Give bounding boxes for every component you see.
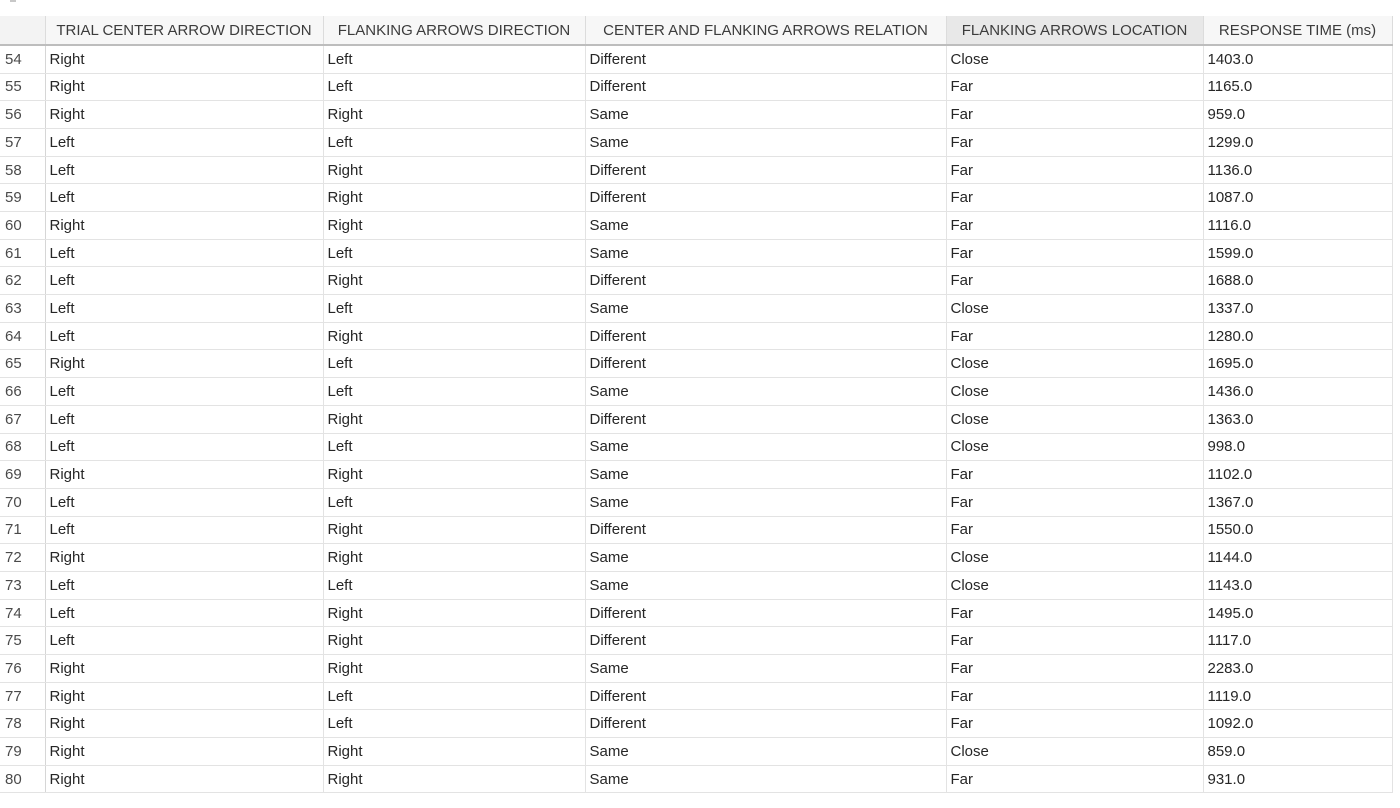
flanking-direction-cell[interactable]: Right bbox=[323, 212, 585, 240]
relation-cell[interactable]: Different bbox=[585, 350, 946, 378]
location-cell[interactable]: Far bbox=[946, 212, 1203, 240]
flanking-direction-cell[interactable]: Right bbox=[323, 765, 585, 793]
header-row bbox=[0, 16, 1392, 45]
table-row[interactable] bbox=[0, 544, 1392, 572]
response-time-cell[interactable]: 1116.0 bbox=[1203, 212, 1392, 240]
location-cell[interactable]: Close bbox=[946, 350, 1203, 378]
row-number[interactable]: 54 bbox=[0, 45, 45, 73]
relation-cell[interactable]: Same bbox=[585, 239, 946, 267]
row-number[interactable]: 60 bbox=[0, 212, 45, 240]
table-row[interactable] bbox=[0, 710, 1392, 738]
column-header-response-time[interactable]: RESPONSE TIME (ms) bbox=[1203, 16, 1392, 45]
data-grid bbox=[0, 16, 1400, 808]
response-time-cell[interactable]: 1550.0 bbox=[1203, 516, 1392, 544]
collapse-mark-icon bbox=[10, 0, 16, 2]
table-row[interactable] bbox=[0, 765, 1392, 793]
table-row[interactable] bbox=[0, 128, 1392, 156]
table-row[interactable] bbox=[0, 378, 1392, 406]
center-direction-cell[interactable]: Left bbox=[45, 599, 323, 627]
location-cell[interactable]: Close bbox=[946, 738, 1203, 766]
row-number[interactable]: 79 bbox=[0, 738, 45, 766]
response-time-cell[interactable]: 2283.0 bbox=[1203, 655, 1392, 683]
location-cell[interactable]: Close bbox=[946, 295, 1203, 323]
location-cell[interactable]: Far bbox=[946, 655, 1203, 683]
flanking-direction-cell[interactable]: Left bbox=[323, 128, 585, 156]
center-direction-cell[interactable]: Right bbox=[45, 765, 323, 793]
row-number[interactable]: 77 bbox=[0, 682, 45, 710]
relation-cell[interactable]: Different bbox=[585, 516, 946, 544]
response-time-cell[interactable]: 1144.0 bbox=[1203, 544, 1392, 572]
table-row[interactable] bbox=[0, 295, 1392, 323]
response-time-cell[interactable]: 1092.0 bbox=[1203, 710, 1392, 738]
response-time-cell[interactable]: 1102.0 bbox=[1203, 461, 1392, 489]
column-header-flanking-arrows-direction[interactable]: FLANKING ARROWS DIRECTION bbox=[323, 16, 585, 45]
center-direction-cell[interactable]: Right bbox=[45, 45, 323, 73]
table-row[interactable] bbox=[0, 73, 1392, 101]
response-time-cell[interactable]: 1436.0 bbox=[1203, 378, 1392, 406]
location-cell[interactable]: Far bbox=[946, 128, 1203, 156]
relation-cell[interactable]: Same bbox=[585, 378, 946, 406]
response-time-cell[interactable]: 1136.0 bbox=[1203, 156, 1392, 184]
relation-cell[interactable]: Same bbox=[585, 571, 946, 599]
table-row[interactable] bbox=[0, 516, 1392, 544]
table-row[interactable] bbox=[0, 682, 1392, 710]
flanking-direction-cell[interactable]: Left bbox=[323, 45, 585, 73]
table-row[interactable] bbox=[0, 655, 1392, 683]
flanking-direction-cell[interactable]: Right bbox=[323, 184, 585, 212]
table-row[interactable] bbox=[0, 738, 1392, 766]
response-time-cell[interactable]: 1165.0 bbox=[1203, 73, 1392, 101]
table-row[interactable] bbox=[0, 184, 1392, 212]
flanking-direction-cell[interactable]: Left bbox=[323, 488, 585, 516]
row-number[interactable]: 55 bbox=[0, 73, 45, 101]
center-direction-cell[interactable]: Left bbox=[45, 571, 323, 599]
response-time-cell[interactable]: 1495.0 bbox=[1203, 599, 1392, 627]
location-cell[interactable]: Far bbox=[946, 682, 1203, 710]
table-row[interactable] bbox=[0, 267, 1392, 295]
relation-cell[interactable]: Different bbox=[585, 627, 946, 655]
table-row[interactable] bbox=[0, 599, 1392, 627]
data-table bbox=[0, 16, 1393, 793]
table-row[interactable] bbox=[0, 322, 1392, 350]
table-body bbox=[0, 45, 1392, 793]
flanking-direction-cell[interactable]: Right bbox=[323, 738, 585, 766]
relation-cell[interactable]: Same bbox=[585, 738, 946, 766]
relation-cell[interactable]: Different bbox=[585, 267, 946, 295]
row-number[interactable]: 65 bbox=[0, 350, 45, 378]
response-time-cell[interactable]: 859.0 bbox=[1203, 738, 1392, 766]
center-direction-cell[interactable]: Left bbox=[45, 156, 323, 184]
response-time-cell[interactable]: 1299.0 bbox=[1203, 128, 1392, 156]
center-direction-cell[interactable]: Right bbox=[45, 73, 323, 101]
flanking-direction-cell[interactable]: Left bbox=[323, 295, 585, 323]
response-time-cell[interactable]: 959.0 bbox=[1203, 101, 1392, 129]
row-number[interactable]: 56 bbox=[0, 101, 45, 129]
location-cell[interactable]: Far bbox=[946, 516, 1203, 544]
flanking-direction-cell[interactable]: Left bbox=[323, 710, 585, 738]
relation-cell[interactable]: Same bbox=[585, 765, 946, 793]
center-direction-cell[interactable]: Left bbox=[45, 239, 323, 267]
response-time-cell[interactable]: 1337.0 bbox=[1203, 295, 1392, 323]
row-number[interactable]: 73 bbox=[0, 571, 45, 599]
flanking-direction-cell[interactable]: Left bbox=[323, 378, 585, 406]
row-number[interactable]: 78 bbox=[0, 710, 45, 738]
location-cell[interactable]: Far bbox=[946, 267, 1203, 295]
relation-cell[interactable]: Same bbox=[585, 433, 946, 461]
center-direction-cell[interactable]: Right bbox=[45, 710, 323, 738]
flanking-direction-cell[interactable]: Left bbox=[323, 73, 585, 101]
table-row[interactable] bbox=[0, 212, 1392, 240]
top-strip bbox=[0, 0, 1400, 16]
location-cell[interactable]: Far bbox=[946, 599, 1203, 627]
location-cell[interactable]: Far bbox=[946, 184, 1203, 212]
center-direction-cell[interactable]: Right bbox=[45, 738, 323, 766]
table-row[interactable] bbox=[0, 461, 1392, 489]
response-time-cell[interactable]: 1367.0 bbox=[1203, 488, 1392, 516]
location-cell[interactable]: Far bbox=[946, 710, 1203, 738]
row-number[interactable]: 80 bbox=[0, 765, 45, 793]
location-cell[interactable]: Far bbox=[946, 627, 1203, 655]
row-number[interactable]: 70 bbox=[0, 488, 45, 516]
relation-cell[interactable]: Same bbox=[585, 544, 946, 572]
flanking-direction-cell[interactable]: Right bbox=[323, 516, 585, 544]
response-time-cell[interactable]: 1143.0 bbox=[1203, 571, 1392, 599]
center-direction-cell[interactable]: Left bbox=[45, 405, 323, 433]
center-direction-cell[interactable]: Right bbox=[45, 350, 323, 378]
column-header-center-flanking-relation[interactable]: CENTER AND FLANKING ARROWS RELATION bbox=[585, 16, 946, 45]
table-row[interactable] bbox=[0, 101, 1392, 129]
center-direction-cell[interactable]: Right bbox=[45, 101, 323, 129]
flanking-direction-cell[interactable]: Right bbox=[323, 101, 585, 129]
center-direction-cell[interactable]: Right bbox=[45, 655, 323, 683]
flanking-direction-cell[interactable]: Right bbox=[323, 322, 585, 350]
relation-cell[interactable]: Different bbox=[585, 45, 946, 73]
row-number[interactable]: 66 bbox=[0, 378, 45, 406]
flanking-direction-cell[interactable]: Left bbox=[323, 239, 585, 267]
relation-cell[interactable]: Different bbox=[585, 710, 946, 738]
flanking-direction-cell[interactable]: Right bbox=[323, 461, 585, 489]
response-time-cell[interactable]: 1695.0 bbox=[1203, 350, 1392, 378]
location-cell[interactable]: Close bbox=[946, 571, 1203, 599]
table-row[interactable] bbox=[0, 350, 1392, 378]
flanking-direction-cell[interactable]: Right bbox=[323, 544, 585, 572]
row-number[interactable]: 71 bbox=[0, 516, 45, 544]
relation-cell[interactable]: Same bbox=[585, 212, 946, 240]
relation-cell[interactable]: Same bbox=[585, 655, 946, 683]
relation-cell[interactable]: Same bbox=[585, 488, 946, 516]
relation-cell[interactable]: Same bbox=[585, 101, 946, 129]
center-direction-cell[interactable]: Left bbox=[45, 184, 323, 212]
location-cell[interactable]: Close bbox=[946, 378, 1203, 406]
row-number[interactable]: 57 bbox=[0, 128, 45, 156]
location-cell[interactable]: Far bbox=[946, 101, 1203, 129]
relation-cell[interactable]: Different bbox=[585, 322, 946, 350]
center-direction-cell[interactable]: Left bbox=[45, 627, 323, 655]
flanking-direction-cell[interactable]: Left bbox=[323, 682, 585, 710]
column-header-trial-center-arrow-direction[interactable]: TRIAL CENTER ARROW DIRECTION bbox=[45, 16, 323, 45]
flanking-direction-cell[interactable]: Left bbox=[323, 571, 585, 599]
row-number[interactable]: 58 bbox=[0, 156, 45, 184]
table-row[interactable] bbox=[0, 433, 1392, 461]
response-time-cell[interactable]: 1087.0 bbox=[1203, 184, 1392, 212]
center-direction-cell[interactable]: Left bbox=[45, 488, 323, 516]
column-header-flanking-arrows-location[interactable]: FLANKING ARROWS LOCATION bbox=[946, 16, 1203, 45]
relation-cell[interactable]: Different bbox=[585, 73, 946, 101]
relation-cell[interactable]: Different bbox=[585, 405, 946, 433]
location-cell[interactable]: Close bbox=[946, 433, 1203, 461]
flanking-direction-cell[interactable]: Left bbox=[323, 433, 585, 461]
relation-cell[interactable]: Same bbox=[585, 128, 946, 156]
table-row[interactable] bbox=[0, 405, 1392, 433]
corner-cell[interactable] bbox=[0, 16, 45, 45]
relation-cell[interactable]: Different bbox=[585, 682, 946, 710]
location-cell[interactable]: Far bbox=[946, 239, 1203, 267]
location-cell[interactable]: Far bbox=[946, 156, 1203, 184]
row-number[interactable]: 67 bbox=[0, 405, 45, 433]
center-direction-cell[interactable]: Right bbox=[45, 461, 323, 489]
center-direction-cell[interactable]: Left bbox=[45, 516, 323, 544]
table-row[interactable] bbox=[0, 627, 1392, 655]
center-direction-cell[interactable]: Left bbox=[45, 433, 323, 461]
center-direction-cell[interactable]: Left bbox=[45, 378, 323, 406]
center-direction-cell[interactable]: Right bbox=[45, 682, 323, 710]
relation-cell[interactable]: Same bbox=[585, 295, 946, 323]
relation-cell[interactable]: Different bbox=[585, 599, 946, 627]
location-cell[interactable]: Far bbox=[946, 488, 1203, 516]
flanking-direction-cell[interactable]: Right bbox=[323, 599, 585, 627]
response-time-cell[interactable]: 1363.0 bbox=[1203, 405, 1392, 433]
flanking-direction-cell[interactable]: Left bbox=[323, 350, 585, 378]
location-cell[interactable]: Far bbox=[946, 765, 1203, 793]
row-number[interactable]: 59 bbox=[0, 184, 45, 212]
response-time-cell[interactable]: 1688.0 bbox=[1203, 267, 1392, 295]
response-time-cell[interactable]: 1599.0 bbox=[1203, 239, 1392, 267]
relation-cell[interactable]: Different bbox=[585, 156, 946, 184]
center-direction-cell[interactable]: Left bbox=[45, 295, 323, 323]
location-cell[interactable]: Far bbox=[946, 461, 1203, 489]
table-row[interactable] bbox=[0, 239, 1392, 267]
table-row[interactable] bbox=[0, 571, 1392, 599]
response-time-cell[interactable]: 1403.0 bbox=[1203, 45, 1392, 73]
flanking-direction-cell[interactable]: Right bbox=[323, 627, 585, 655]
response-time-cell[interactable]: 931.0 bbox=[1203, 765, 1392, 793]
table-row[interactable] bbox=[0, 156, 1392, 184]
center-direction-cell[interactable]: Left bbox=[45, 322, 323, 350]
flanking-direction-cell[interactable]: Right bbox=[323, 405, 585, 433]
center-direction-cell[interactable]: Right bbox=[45, 212, 323, 240]
row-number[interactable]: 61 bbox=[0, 239, 45, 267]
table-row[interactable] bbox=[0, 45, 1392, 73]
relation-cell[interactable]: Same bbox=[585, 461, 946, 489]
flanking-direction-cell[interactable]: Right bbox=[323, 156, 585, 184]
response-time-cell[interactable]: 1119.0 bbox=[1203, 682, 1392, 710]
center-direction-cell[interactable]: Right bbox=[45, 544, 323, 572]
flanking-direction-cell[interactable]: Right bbox=[323, 267, 585, 295]
row-number[interactable]: 64 bbox=[0, 322, 45, 350]
location-cell[interactable]: Close bbox=[946, 544, 1203, 572]
row-number[interactable]: 63 bbox=[0, 295, 45, 323]
row-number[interactable]: 68 bbox=[0, 433, 45, 461]
location-cell[interactable]: Close bbox=[946, 405, 1203, 433]
row-number[interactable]: 69 bbox=[0, 461, 45, 489]
center-direction-cell[interactable]: Left bbox=[45, 128, 323, 156]
row-number[interactable]: 74 bbox=[0, 599, 45, 627]
row-number[interactable]: 76 bbox=[0, 655, 45, 683]
response-time-cell[interactable]: 1117.0 bbox=[1203, 627, 1392, 655]
location-cell[interactable]: Close bbox=[946, 45, 1203, 73]
row-number[interactable]: 75 bbox=[0, 627, 45, 655]
row-number[interactable]: 62 bbox=[0, 267, 45, 295]
location-cell[interactable]: Far bbox=[946, 322, 1203, 350]
table-row[interactable] bbox=[0, 488, 1392, 516]
row-number[interactable]: 72 bbox=[0, 544, 45, 572]
response-time-cell[interactable]: 998.0 bbox=[1203, 433, 1392, 461]
response-time-cell[interactable]: 1280.0 bbox=[1203, 322, 1392, 350]
flanking-direction-cell[interactable]: Right bbox=[323, 655, 585, 683]
location-cell[interactable]: Far bbox=[946, 73, 1203, 101]
center-direction-cell[interactable]: Left bbox=[45, 267, 323, 295]
relation-cell[interactable]: Different bbox=[585, 184, 946, 212]
